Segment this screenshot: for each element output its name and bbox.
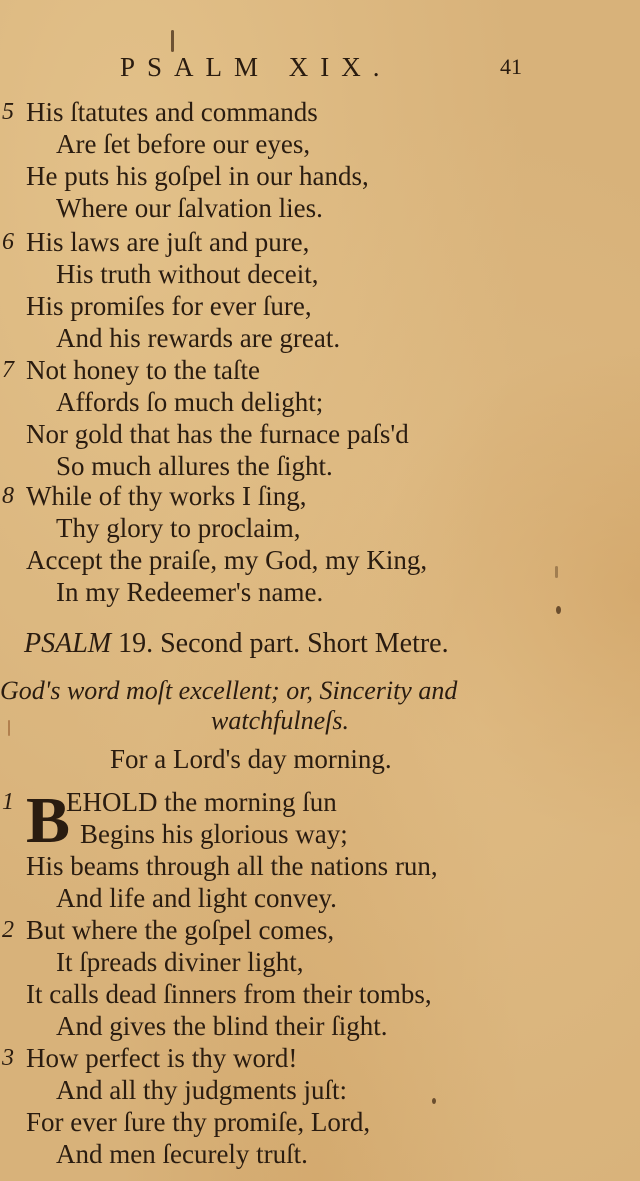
- verse-number: 2: [2, 917, 14, 943]
- verse-line: Begins his glorious way;: [80, 819, 348, 849]
- section-title-psalm: PSALM: [24, 628, 112, 659]
- verse-line: And life and light convey.: [56, 883, 337, 913]
- section-subtitle: [0, 676, 560, 736]
- ink-mark: [171, 30, 174, 52]
- verse-line: It calls dead ſinners from their tombs,: [26, 979, 432, 1009]
- verse-line: For ever ſure thy promiſe, Lord,: [26, 1107, 371, 1137]
- stanza-8: [0, 480, 600, 608]
- verse-line: Where our ſalvation lies.: [56, 193, 323, 223]
- section-title-rest: 19. Second part. Short Metre.: [111, 628, 449, 659]
- verse-line: In my Redeemer's name.: [56, 577, 324, 607]
- verse-line: And his rewards are great.: [56, 323, 341, 353]
- verse-line: He puts his goſpel in our hands,: [26, 161, 369, 191]
- verse-line: Thy glory to proclaim,: [56, 513, 301, 543]
- verse-line: And all thy judgments juſt:: [56, 1075, 347, 1105]
- subtitle-line-1: God's word moſt excellent; or, Sincerity and: [0, 676, 458, 705]
- verse-line: EHOLD the morning ſun: [66, 787, 337, 817]
- verse-line: So much allures the ſight.: [56, 451, 333, 481]
- verse-number: 1: [2, 789, 14, 815]
- verse-line: Nor gold that has the furnace paſs'd: [26, 419, 409, 449]
- verse-line: His truth without deceit,: [56, 259, 319, 289]
- stanza-6: [0, 226, 600, 354]
- verse-line: It ſpreads diviner light,: [56, 947, 304, 977]
- section-title: [24, 628, 449, 660]
- verse-number: 3: [2, 1045, 14, 1071]
- verse-line: Affords ſo much delight;: [56, 387, 324, 417]
- subtitle-line-2: watchfulneſs.: [211, 706, 349, 735]
- running-title: PSALM XIX.: [120, 52, 392, 82]
- ink-speck: [432, 1098, 436, 1104]
- running-header: [120, 52, 540, 92]
- stanza-2: [0, 914, 600, 1042]
- verse-line: Not honey to the taſte: [26, 355, 260, 385]
- page-number: 41: [500, 54, 522, 79]
- stanza-5: [0, 96, 600, 224]
- verse-line: Are ſet before our eyes,: [56, 129, 311, 159]
- ink-speck: [556, 606, 561, 614]
- verse-line: But where the goſpel comes,: [26, 915, 335, 945]
- verse-line: And gives the blind their ſight.: [56, 1011, 388, 1041]
- verse-number: 7: [2, 357, 14, 383]
- stanza-1: [0, 786, 600, 914]
- verse-line: His promiſes for ever ſure,: [26, 291, 312, 321]
- verse-line: His laws are juſt and pure,: [26, 227, 310, 257]
- stanza-7: [0, 354, 600, 482]
- verse-number: 8: [2, 483, 14, 509]
- stanza-3: [0, 1042, 600, 1170]
- occasion-note: For a Lord's day morning.: [110, 744, 392, 774]
- verse-line: While of thy works I ſing,: [26, 481, 307, 511]
- verse-line: His beams through all the nations run,: [26, 851, 438, 881]
- verse-line: How perfect is thy word!: [26, 1043, 298, 1073]
- verse-line: And men ſecurely truſt.: [56, 1139, 308, 1169]
- ink-speck: [8, 720, 10, 736]
- verse-number: 5: [2, 99, 14, 125]
- verse-line: His ſtatutes and commands: [26, 97, 318, 127]
- ink-speck: [555, 566, 558, 578]
- verse-number: 6: [2, 229, 14, 255]
- drop-cap: B: [26, 784, 71, 857]
- verse-line: Accept the praiſe, my God, my King,: [26, 545, 428, 575]
